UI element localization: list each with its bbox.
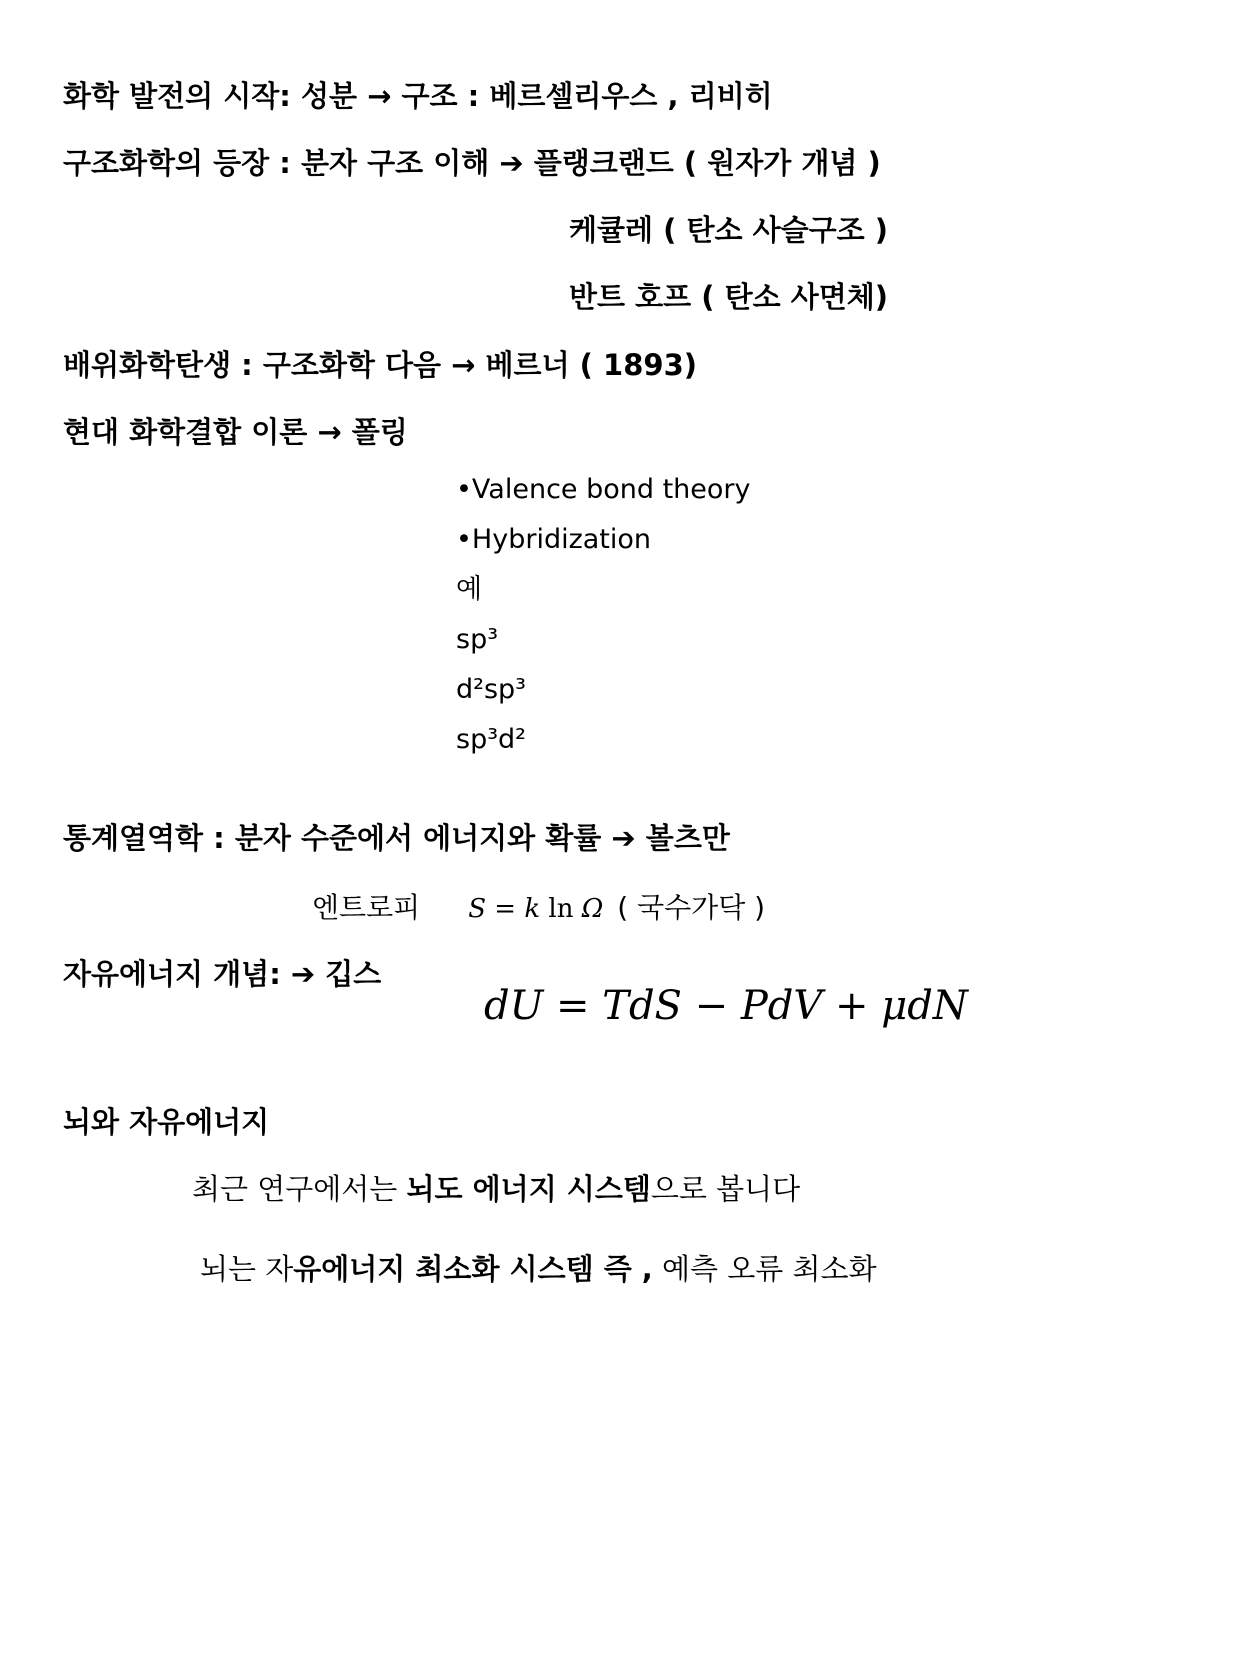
list-item-d2sp3: d²sp³: [456, 674, 526, 705]
line-kekule: 케큘레 ( 탄소 사슬구조 ): [569, 213, 889, 247]
brain-line-1: [192, 1171, 800, 1207]
list-item-hybridization: •Hybridization: [456, 524, 652, 555]
list-item-example: 예: [456, 574, 483, 605]
list-item-sp3d2: sp³d²: [456, 724, 526, 755]
section-heading-brain: 뇌와 자유에너지: [63, 1105, 270, 1139]
brain-line-2-post: 예측 오류 최소화: [652, 1252, 877, 1286]
brain-line-2-bold: 유에너지 최소화 시스템 즉 ,: [293, 1252, 653, 1286]
list-item-valence-bond: •Valence bond theory: [456, 474, 751, 505]
line-chemistry-beginning: 화학 발전의 시작: 성분 → 구조 : 베르셀리우스 , 리비히: [63, 79, 773, 113]
brain-line-2: [200, 1251, 877, 1287]
brain-line-1-post: 으로 봅니다: [650, 1172, 801, 1206]
brain-line-1-bold: 뇌도 에너지 시스템: [406, 1172, 651, 1206]
line-modern-bonding-theory: 현대 화학결합 이론 → 폴링: [63, 415, 408, 449]
brain-line-2-pre: 뇌는 자: [200, 1252, 294, 1286]
line-structural-chemistry: 구조화학의 등장 : 분자 구조 이해 ➔ 플랭크랜드 ( 원자가 개념 ): [63, 146, 881, 180]
line-free-energy-concept: 자유에너지 개념: ➔ 깁스: [63, 957, 382, 991]
formula-omega: Ω: [581, 894, 604, 924]
free-energy-equation: dU = TdS − PdV + μdN: [484, 983, 968, 1029]
entropy-note: ( 국수가닥 ): [617, 891, 766, 924]
line-coordination-chemistry: 배위화학탄생 : 구조화학 다음 → 베르너 ( 1893): [63, 348, 698, 382]
formula-s: S: [468, 894, 487, 924]
formula-k: k: [524, 894, 541, 924]
line-vant-hoff: 반트 호프 ( 탄소 사면체): [569, 280, 889, 314]
entropy-formula: [468, 894, 603, 924]
formula-ln: ln: [540, 894, 582, 924]
entropy-label: 엔트로피: [312, 891, 421, 924]
entropy-line: [312, 890, 765, 927]
formula-equals: =: [486, 894, 525, 924]
list-item-sp3: sp³: [456, 624, 499, 655]
line-statistical-thermodynamics: 통계열역학 : 분자 수준에서 에너지와 확률 ➔ 볼츠만: [63, 821, 730, 855]
brain-line-1-pre: 최근 연구에서는: [192, 1172, 407, 1206]
